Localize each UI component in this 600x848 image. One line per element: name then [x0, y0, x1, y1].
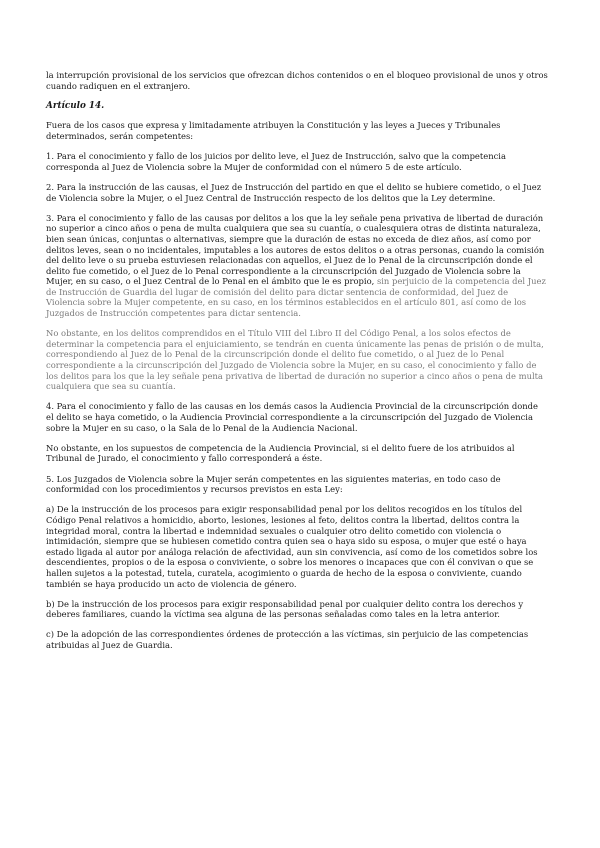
item-5c-paragraph: c) De la adopción de las correspondientes órdenes de protección a las víctimas, sin perjuicio de las competencias atribuidas al Juez de Guardia. [46, 629, 529, 651]
item-3-amended-text: sin perjuicio de la competencia del Juez de Instrucción de Guardia del lugar de comisión del delito para dictar sentencia de conformidad, del Juez de Violencia sobre la Mujer competente, en su caso, en los términos establecidos en el artículo 801, así como de los Juzgados de Instrucción competentes para dictar sentencia. [46, 276, 546, 319]
item-5a-paragraph: a) De la instrucción de los procesos para exigir responsabilidad penal por los delitos recogidos en los títulos del Código Penal relativos a homicidio, aborto, lesiones, lesiones al feto, delitos contra la libertad, delitos contra la integridad moral, contra la libertad e indemnidad sexuales o cualquier otro delito cometido con violencia o intimidación, siempre que se hubiesen cometido contra quien sea o haya sido su esposa, o mujer que esté o haya estado ligada al autor por análoga relación de afectividad, aun sin convivencia, así como de los cometidos sobre los descendientes, propios o de la esposa o conviviente, o sobre los menores o incapaces que con él convivan o que se hallen sujetos a la potestad, tutela, curatela, acogimiento o guarda de hecho de la esposa o conviviente, cuando también se haya producido un acto de violencia de género. [46, 504, 538, 589]
no-obstante-jurado-paragraph: No obstante, en los supuestos de competencia de la Audiencia Provincial, si el delito fuere de los atribuidos al Tribunal de Jurado, el conocimiento y fallo corresponderá a éste. [46, 442, 515, 464]
article-heading: Artículo 14. [46, 100, 105, 111]
no-obstante-amended-paragraph: No obstante, en los delitos comprendidos en el Título VIII del Libro II del Código Penal, a los solos efectos de determinar la competencia para el enjuiciamiento, se tendrán en cuenta únicamente las penas de prisión o de multa, correspondiendo al Juez de lo Penal de la circunscripción donde el delito fue cometido, o al Juez de lo Penal correspondiente a la circunscripción del Juzgado de Violencia sobre la Mujer, en su caso, el conocimiento y fallo de los delitos para los que la ley señale pena privativa de libertad de duración no superior a cinco años o pena de multa cualquiera que sea su cuantía. [46, 328, 544, 392]
item-5b-paragraph: b) De la instrucción de los procesos para exigir responsabilidad penal por cualquier delito contra los derechos y deberes familiares, cuando la víctima sea alguna de las personas señaladas como tales en la letra anterior. [46, 598, 524, 620]
lead-paragraph: Fuera de los casos que expresa y limitadamente atribuyen la Constitución y las leyes a Jueces y Tribunales determinados, serán competentes: [46, 120, 501, 141]
item-2-paragraph: 2. Para la instrucción de las causas, el Juez de Instrucción del partido en que el delito se hubiere cometido, o el Juez de Violencia sobre la Mujer, o el Juez Central de Instrucción respecto de los delitos que la Ley determine. [46, 181, 542, 203]
item-1-paragraph: 1. Para el conocimiento y fallo de los juicios por delito leve, el Juez de Instrucción, salvo que la competencia corresponda al Juez de Violencia sobre la Mujer de conformidad con el número 5 de este artículo. [46, 151, 506, 172]
item-3-main-text: 3. Para el conocimiento y fallo de las causas por delitos a los que la ley señale pena privativa de libertad de duración no superior a cinco años o pena de multa cualquiera que sea su cuantía, o cualesquiera otras de distinta naturaleza, bien sean únicas, conjuntas o alternativas, siempre que la duración de estas no exceda de diez años, así como por delitos leves, sean o no incidentales, imputables a los autores de estos delitos o a otras personas, cuando la comisión del delito leve o su prueba estuviesen relacionadas con aquellos, el Juez de lo Penal de la circunscripción donde el delito fue cometido, o el Juez de lo Penal correspondiente a la circunscripción del Juzgado de Violencia sobre la Mujer, en su caso, o el Juez Central de lo Penal en el ámbito que le es propio, [46, 212, 545, 287]
item-3-paragraph [46, 213, 548, 319]
item-4-paragraph: 4. Para el conocimiento y fallo de las causas en los demás casos la Audiencia Provincial de la circunscripción donde el delito se haya cometido, o la Audiencia Provincial correspondiente a la circunscripción del Juzgado de Violencia sobre la Mujer en su caso, o la Sala de lo Penal de la Audiencia Nacional. [46, 401, 538, 433]
item-5-paragraph: 5. Los Juzgados de Violencia sobre la Mujer serán competentes en las siguientes materias, en todo caso de conformidad con los procedimientos y recursos previstos en esta Ley: [46, 473, 501, 495]
intro-paragraph: la interrupción provisional de los servicios que ofrezcan dichos contenidos o en el bloqueo provisional de unos y otros cuando radiquen en el extranjero. [46, 70, 548, 91]
